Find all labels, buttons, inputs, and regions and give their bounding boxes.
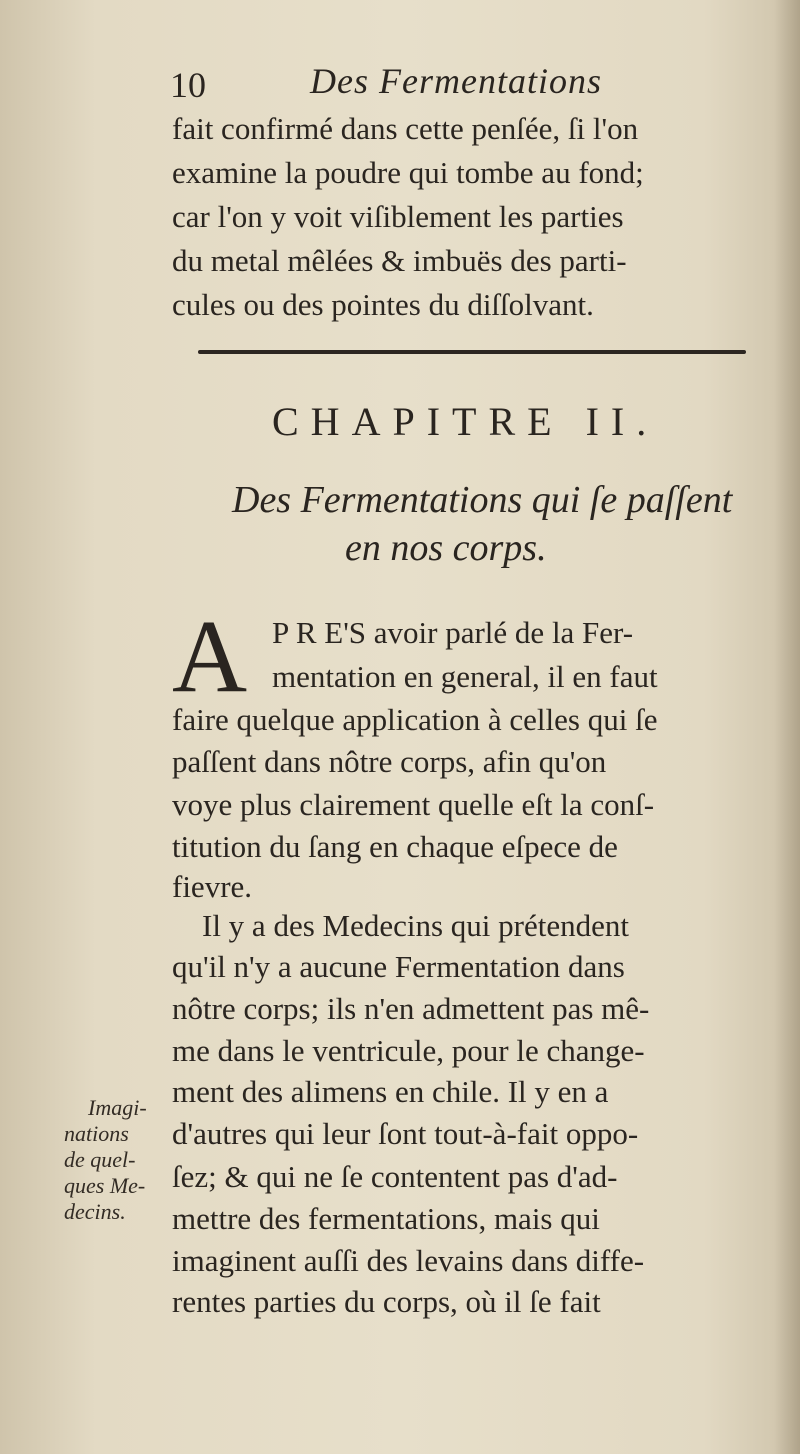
text-line: imaginent auſſi des levains dans diffe- [172,1243,645,1278]
text-line: ment des alimens en chile. Il y en a [172,1074,609,1109]
text-line: P R E'S avoir parlé de la Fer- [272,615,634,650]
text-line: fievre. [172,869,253,904]
text-line: d'autres qui leur ſont tout-à-fait oppo- [172,1116,639,1151]
chapter-title: CHAPITRE II. [272,399,659,444]
margin-note-line: Imagi- [88,1095,147,1120]
text-line: du metal mêlées & imbuës des parti- [172,243,627,278]
margin-note-line: decins. [64,1199,126,1224]
text-line: voye plus clairement quelle eſt la conſ- [172,787,655,822]
margin-note-line: nations [64,1121,129,1146]
text-line: mettre des fermentations, mais qui [172,1201,600,1236]
text-line: nôtre corps; ils n'en admettent pas mê- [172,991,650,1026]
text-line: Il y a des Medecins qui prétendent [202,908,629,943]
margin-note-line: ques Me- [64,1173,146,1198]
text-line: car l'on y voit viſiblement les parties [172,199,624,234]
chapter-subtitle-line2: en nos corps. [345,527,547,569]
text-line: mentation en general, il en faut [272,659,658,694]
page-header [170,60,690,108]
chapter-subtitle-line1: Des Fermentations qui ſe paſſent [232,479,733,521]
text-line: titution du ſang en chaque eſpece de [172,829,618,864]
text-line: me dans le ventricule, pour le change- [172,1033,645,1068]
page-number: 10 [170,65,206,105]
drop-cap: A [172,599,248,714]
text-line: paſſent dans nôtre corps, afin qu'on [172,744,607,779]
text-line: faire quelque application à celles qui ſe [172,702,658,737]
text-line: qu'il n'y a aucune Fermentation dans [172,949,625,984]
text-line: examine la poudre qui tombe au fond; [172,155,644,190]
text-line: fait confirmé dans cette penſée, ſi l'on [172,111,639,146]
page-edge-shadow [774,0,800,1454]
margin-note-line: de quel- [64,1147,136,1172]
text-line: rentes parties du corps, où il ſe fait [172,1284,601,1319]
running-title: Des Fermentations [310,61,602,101]
text-line: ſez; & qui ne ſe contentent pas d'ad- [172,1159,618,1194]
section-divider [198,350,746,354]
text-line: cules ou des pointes du diſſolvant. [172,287,594,322]
